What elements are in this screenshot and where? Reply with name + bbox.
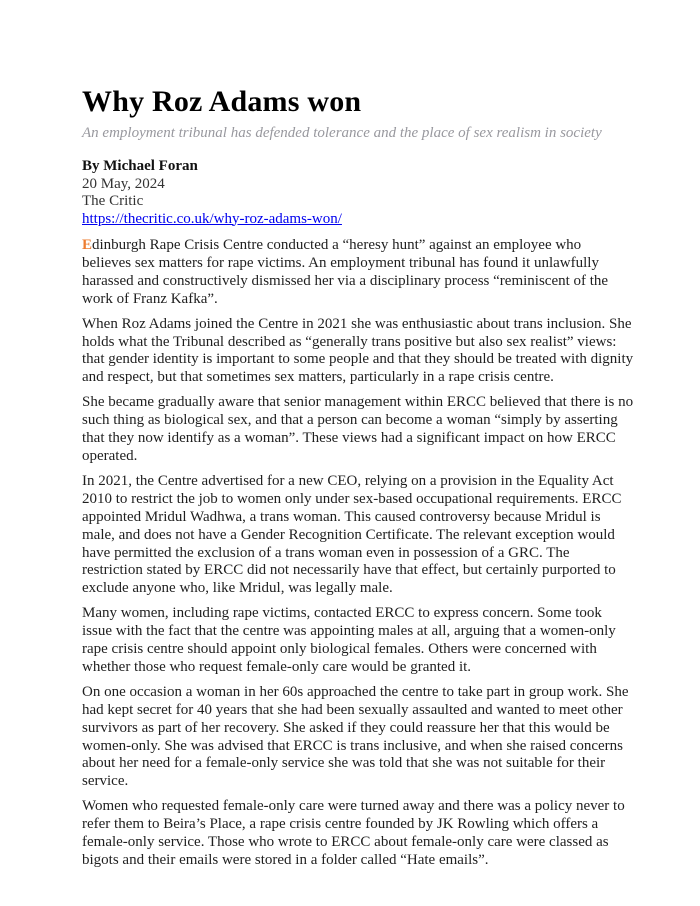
article-paragraph [82, 237, 634, 309]
article-title: Why Roz Adams won [82, 85, 362, 118]
article-subtitle: An employment tribunal has defended tolerance and the place of sex realism in society [82, 125, 602, 141]
byline: By Michael Foran [82, 158, 198, 174]
article-paragraph: Many women, including rape victims, contacted ERCC to express concern. Some took issue with the fact that the centre was appointing males at all, arguing that a women-only rape crisis centre should appoint only biological females. Others were concerned with whether those who request female-only care would be granted it. [82, 605, 616, 675]
publication-name: The Critic [82, 193, 144, 209]
article-paragraph: On one occasion a woman in her 60s approached the centre to take part in group work. She had kept secret for 40 years that she had been sexually assaulted and wanted to meet other survivors as part of her recovery. She asked if they could reassure her that this would be women-only. She was advised that ERCC is trans inclusive, and when she raised concerns about her need for a female-only service she was told that she was not suitable for their service. [82, 683, 629, 790]
paragraph-text: dinburgh Rape Crisis Centre conducted a “heresy hunt” against an employee who believes sex matters for rape victims. An employment tribunal has found it unlawfully harassed and constructively dismissed her via a disciplinary process “reminiscent of the work of Franz Kafka”. [82, 237, 609, 307]
article-content [82, 85, 634, 877]
lead-capital: E [82, 237, 93, 253]
article-paragraph: When Roz Adams joined the Centre in 2021 she was enthusiastic about trans inclusion. She holds what the Tribunal described as “generally trans positive but also sex realist” views: that gender identity is important to some people and that they should be treated with dignity and respect, but that sometimes sex matters, particularly in a rape crisis centre. [82, 315, 634, 386]
article-meta [82, 158, 634, 228]
article-paragraph: In 2021, the Centre advertised for a new CEO, relying on a provision in the Equality Act 2010 to restrict the job to women only under sex-based occupational requirements. ERCC appointed Mridul Wadhwa, a trans woman. This caused controversy because Mridul is male, and does not have a Gender Recognition Certificate. The relevant exception would have permitted the exclusion of a trans woman even in possession of a GRC. The restriction stated by ERCC did not necessarily have that effect, but certainly purported to exclude anyone who, like Mridul, was legally male. [82, 472, 622, 597]
article-url-link[interactable]: https://thecritic.co.uk/why-roz-adams-won/ [82, 210, 342, 227]
publish-date: 20 May, 2024 [82, 175, 165, 192]
article-paragraph: Women who requested female-only care were turned away and there was a policy never to refer them to Beira’s Place, a rape crisis centre founded by JK Rowling which offers a female-only service. Those who wrote to ERCC about female-only care were classed as bigots and their emails were stored in a folder called “Hate emails”. [82, 798, 625, 868]
article-body [82, 237, 634, 870]
article-paragraph: She became gradually aware that senior management within ERCC believed that there is no such thing as biological sex, and that a person can become a woman “simply by asserting that they now identify as a woman”. These views had a significant impact on how ERCC operated. [82, 394, 634, 464]
